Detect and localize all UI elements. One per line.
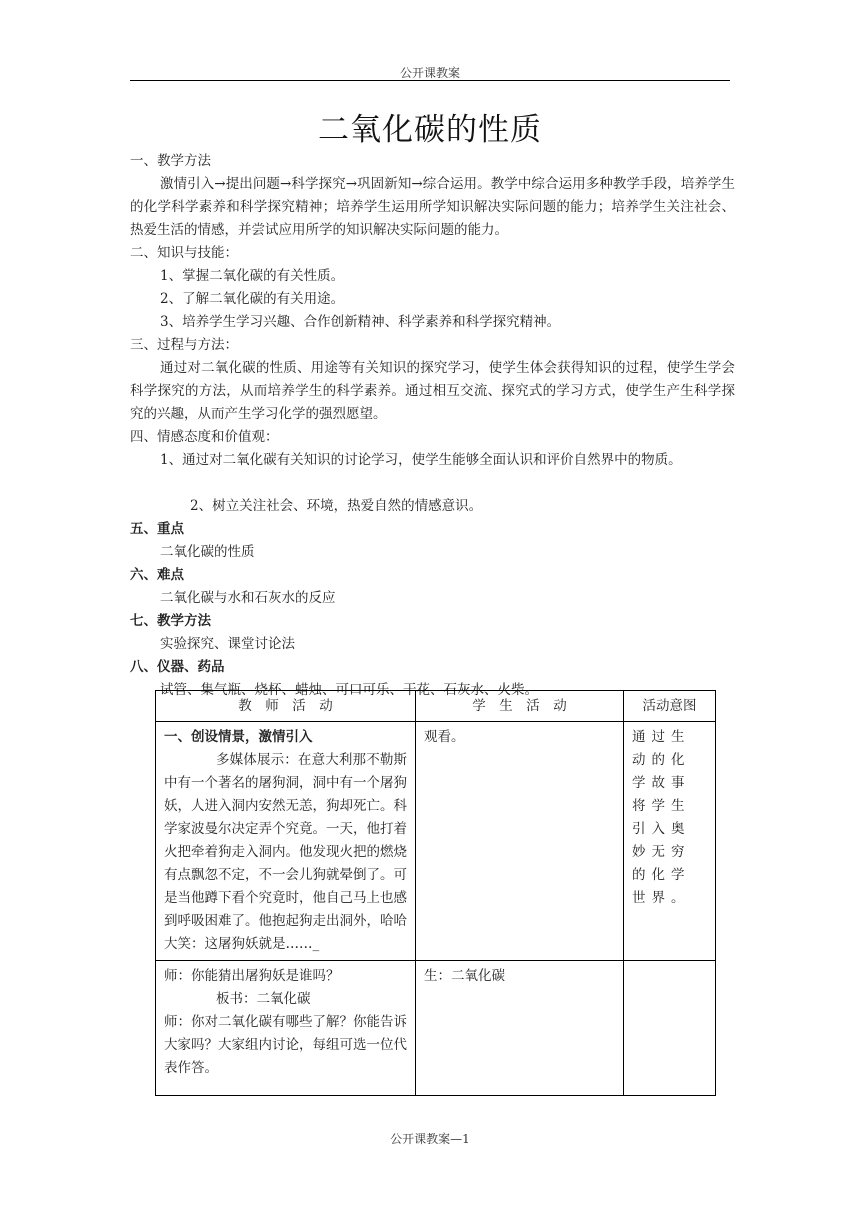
- section-body: 二氧化碳与水和石灰水的反应: [160, 590, 336, 606]
- section-heading: 二、知识与技能：: [130, 245, 238, 261]
- header-divider: [130, 80, 730, 81]
- page-header: 公开课教案: [399, 66, 460, 80]
- page-footer: 公开课教案—1: [390, 1132, 470, 1146]
- list-item: 1、掌握二氧化碳的有关性质。: [160, 268, 345, 284]
- section-heading: 四、情感态度和价值观：: [130, 429, 279, 445]
- teacher-question: 师：你对二氧化碳有哪些了解？你能告诉大家吗？大家组内讨论，每组可选一位代表作答。: [164, 1014, 407, 1076]
- section-heading: 八、仪器、药品: [130, 659, 225, 675]
- stage-heading: 一、创设情景，激情引入: [164, 729, 313, 745]
- teacher-activity-cell: [156, 961, 416, 1096]
- section-heading: 三、过程与方法：: [130, 337, 238, 353]
- table-header-row: [156, 691, 716, 722]
- table-row: [156, 961, 716, 1096]
- student-activity-cell: 生：二氧化碳: [416, 961, 624, 1096]
- page-title: 二氧化碳的性质: [318, 112, 542, 148]
- section-heading: 七、教学方法: [130, 613, 211, 629]
- list-item: 3、培养学生学习兴趣、合作创新精神、科学素养和科学探究精神。: [160, 314, 561, 330]
- teacher-question: 师：你能猜出屠狗妖是谁吗？: [164, 968, 340, 984]
- list-item: 1、通过对二氧化碳有关知识的讨论学习，使学生能够全面认识和评价自然界中的物质。: [160, 452, 682, 468]
- student-activity-cell: 观看。: [416, 722, 624, 961]
- column-header-teacher: 教 师 活 动: [156, 691, 416, 722]
- teacher-activity-cell: [156, 722, 416, 961]
- section-heading: 六、难点: [130, 567, 184, 583]
- list-item: 2、树立关注社会、环境，热爱自然的情感意识。: [190, 498, 483, 514]
- column-header-intent: 活动意图: [624, 691, 716, 722]
- activity-table: [155, 690, 716, 1096]
- section-body: 通过对二氧化碳的性质、用途等有关知识的探究学习，使学生体会获得知识的过程，使学生学会科学探究的方法，从而培养学生的科学素养。通过相互交流、探究式的学习方式，使学生产生科学探究的兴趣，从而产生学习化学的强烈愿望。: [130, 360, 735, 422]
- table-row: [156, 722, 716, 961]
- lesson-content: [130, 150, 735, 702]
- section-heading: 一、教学方法: [130, 153, 211, 169]
- section-body: 激情引入→提出问题→科学探究→巩固新知→综合运用。教学中综合运用多种教学手段，培养学生的化学科学素养和科学探究精神；培养学生运用所学知识解决实际问题的能力；培养学生关注社会、热爱生活的情感，并尝试应用所学的知识解决实际问题的能力。: [130, 176, 735, 238]
- section-body: 试管、集气瓶、烧杯、蜡烛、可口可乐、干花、石灰水、火柴。: [160, 682, 538, 698]
- section-heading: 五、重点: [130, 521, 184, 537]
- intent-cell: 通过生动的化学故事将学生引入奥妙无穷的化学世界。: [624, 722, 716, 961]
- intent-cell: [624, 961, 716, 1096]
- story-text: 多媒体展示：在意大利那不勒斯中有一个著名的屠狗洞，洞中有一个屠狗妖，人进入洞内安然无恙，狗却死亡。科学家波曼尔决定弄个究竟。一天，他打着火把牵着狗走入洞内。他发现火把的燃烧有点飘忽不定，不一会儿狗就晕倒了。可是当他蹲下看个究竟时，他自己马上也感到呼吸困难了。他抱起狗走出洞外，哈哈大笑：这屠狗妖就是……_: [164, 752, 407, 952]
- section-body: 二氧化碳的性质: [160, 544, 255, 560]
- section-body: 实验探究、课堂讨论法: [160, 636, 295, 652]
- column-header-student: 学 生 活 动: [416, 691, 624, 722]
- list-item: 2、了解二氧化碳的有关用途。: [160, 291, 345, 307]
- board-note: 板书：二氧化碳: [216, 991, 311, 1007]
